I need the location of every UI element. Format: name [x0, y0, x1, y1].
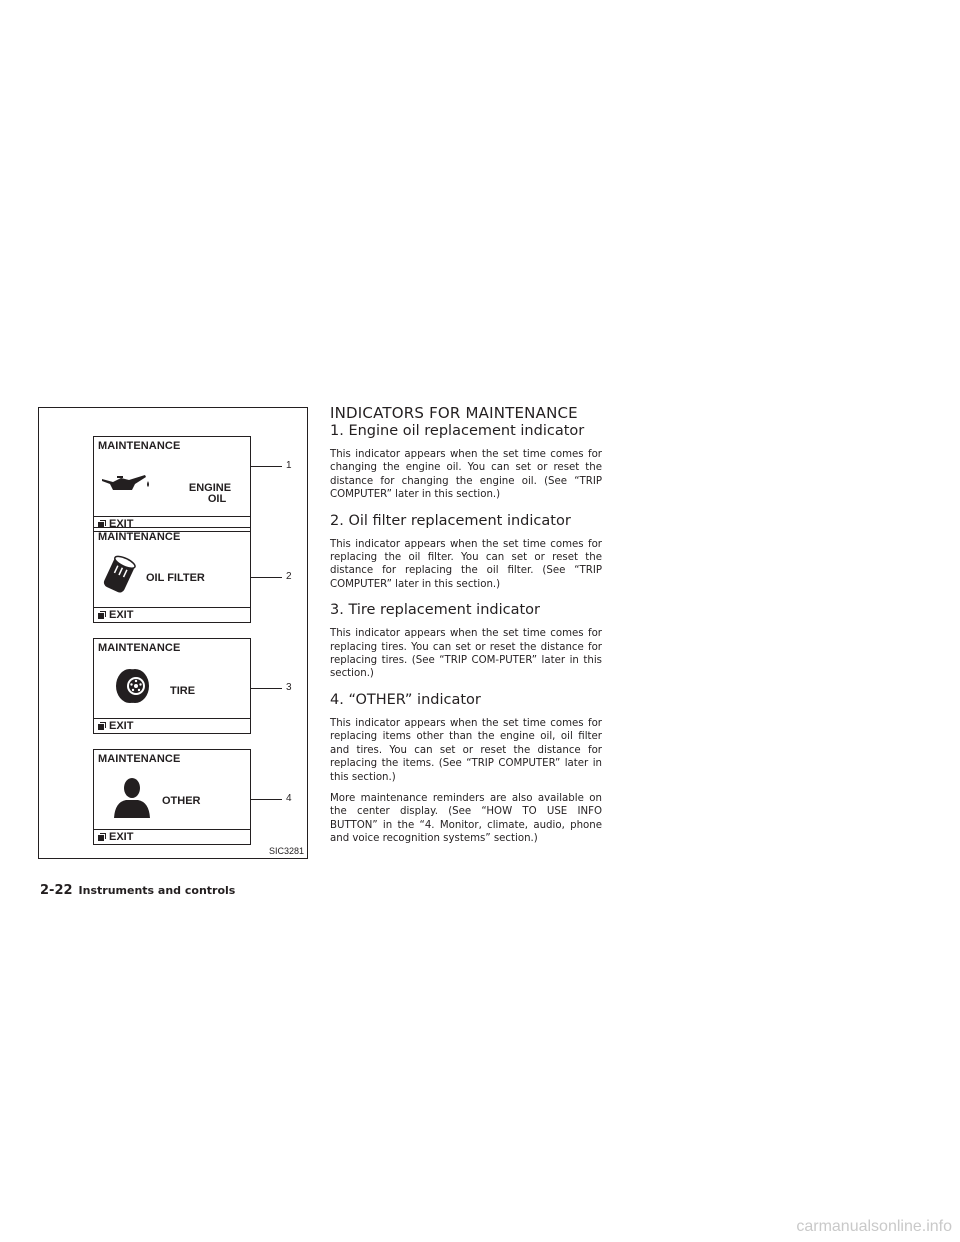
tire-icon	[114, 667, 152, 705]
callout-line-1	[250, 466, 282, 467]
panel-label: OTHER	[162, 795, 201, 807]
maintenance-figure	[38, 407, 308, 859]
section-body-3: This indicator appears when the set time comes for replacing tires. You can set or reset the distance for replacing tires. (See “TRIP COM-PUTER” later in this section.)	[330, 628, 602, 680]
exit-button[interactable]	[98, 609, 133, 621]
callout-number-1: 1	[286, 460, 292, 471]
exit-icon	[98, 722, 107, 731]
section-body-4: This indicator appears when the set time comes for replacing items other than the engine oil, oil filter and tires. You can set or reset the distance for replacing the items. (See “TRIP COMPUTER” later in this section.)	[330, 717, 602, 783]
callout-number-3: 3	[286, 682, 292, 693]
page-footer	[40, 879, 235, 898]
exit-icon	[98, 833, 107, 842]
panel-label: OIL FILTER	[146, 572, 205, 584]
watermark: carmanualsonline.info	[796, 1218, 952, 1235]
panel-title: MAINTENANCE	[98, 440, 181, 452]
figure-code: SIC3281	[268, 846, 304, 856]
section-title-3: 3. Tire replacement indicator	[330, 602, 540, 619]
exit-button[interactable]	[98, 831, 133, 843]
exit-icon	[98, 611, 107, 620]
exit-label: EXIT	[109, 831, 134, 843]
oil-can-icon	[99, 471, 151, 495]
maintenance-panel-engine-oil	[93, 436, 251, 532]
section-body-1: This indicator appears when the set time comes for changing the engine oil. You can set or reset the distance for changing the engine oil. (See “TRIP COMPUTER” later in this section.)	[330, 449, 602, 501]
exit-bar	[94, 718, 250, 733]
exit-label: EXIT	[109, 720, 134, 732]
maintenance-panel-other	[93, 749, 251, 845]
section-title-1: 1. Engine oil replacement indicator	[330, 423, 585, 439]
section-title-4: 4. “OTHER” indicator	[330, 691, 481, 708]
section-name: Instruments and controls	[78, 884, 236, 897]
exit-label: EXIT	[109, 609, 134, 621]
maintenance-panel-oil-filter	[93, 527, 251, 623]
maintenance-panel-tire	[93, 638, 251, 734]
person-icon	[112, 776, 152, 820]
section-title-2: 2. Oil filter replacement indicator	[330, 512, 571, 529]
panel-label	[180, 483, 240, 505]
exit-bar	[94, 829, 250, 844]
callout-number-4: 4	[286, 793, 292, 804]
section-body-2: This indicator appears when the set time comes for replacing the oil filter. You can set or reset the distance for replacing the oil filter. (See “TRIP COMPUTER” later in this section.)	[330, 538, 602, 590]
callout-line-4	[250, 799, 282, 800]
exit-bar	[94, 607, 250, 622]
exit-label: EXIT	[109, 518, 134, 530]
oil-filter-icon	[102, 553, 136, 597]
callout-number-2: 2	[286, 571, 292, 582]
page-heading: INDICATORS FOR MAINTENANCE	[330, 404, 578, 422]
callout-line-2	[250, 577, 282, 578]
panel-title: MAINTENANCE	[98, 531, 181, 543]
panel-label: TIRE	[170, 685, 196, 697]
panel-title: MAINTENANCE	[98, 753, 181, 765]
text-column	[330, 404, 602, 846]
panel-title: MAINTENANCE	[98, 642, 181, 654]
panel-label-line-2: OIL	[207, 493, 227, 505]
exit-button[interactable]	[98, 720, 133, 732]
panel-label-line-1: ENGINE	[188, 482, 232, 494]
callout-line-3	[250, 688, 282, 689]
closing-paragraph: More maintenance reminders are also available on the center display. (See “HOW TO USE INFO BUTTON” in the “4. Monitor, climate, audio, phone and voice recognition systems” section.)	[330, 792, 602, 845]
page-number: 2-22	[40, 883, 73, 898]
